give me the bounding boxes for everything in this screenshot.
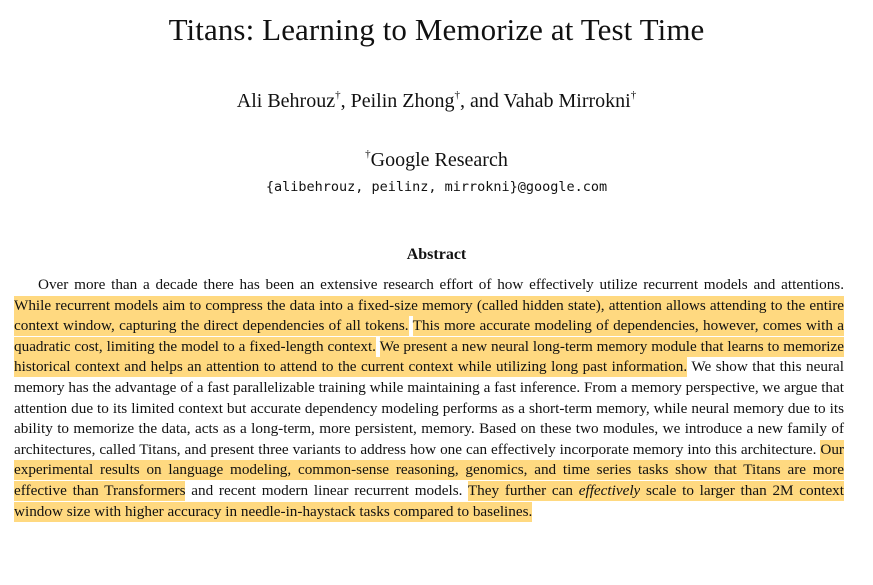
highlighted-segment: They further can [467,481,579,499]
author-name: Ali Behrouz [236,90,336,112]
abstract-body [14,275,844,522]
affiliation-mark: † [365,148,371,160]
author-name: Vahab Mirrokni [503,90,631,112]
affiliation-name: Google Research [370,149,508,171]
author-name: Peilin Zhong [350,90,455,112]
paper-title: Titans: Learning to Memorize at Test Time [168,12,705,47]
affiliation [0,147,873,173]
highlighted-segment: Our experimental results on language modeling, common-sense reasoning, genomics, and time series tasks show that Titans are more effective than Transformers [14,440,844,499]
abstract-segment: and recent modern linear recurrent models. [185,481,468,499]
affiliation-mark: † [630,89,637,101]
author-emails: {alibehrouz, peilinz, mirrokni}@google.com [265,179,608,195]
highlighted-segment: We present a new neural long-term memory module that learns to memorize historical context and helps an attention to attend to the current context while utilizing long past information. [14,337,844,376]
author-separator: , [340,90,351,112]
abstract-segment: Over more than a decade there has been an extensive research effort of how effectively utilize recurrent models and attentions. [38,276,844,293]
affiliation-mark: † [335,89,341,101]
highlighted-segment: scale to larger than 2M context window size with higher accuracy in needle-in-haystack tasks compared to baselines. [14,481,845,520]
highlighted-segment: While recurrent models aim to compress the data into a fixed-size memory (called hidden state), attention allows attending to the entire context window, capturing the direct dependencies of all tokens. [14,296,844,335]
author-list [0,88,873,114]
highlighted-segment: This more accurate modeling of dependencies, however, comes with a quadratic cost, limiting the model to a fixed-length context. [14,317,845,355]
abstract-heading: Abstract [406,246,467,263]
affiliation-mark: † [454,89,460,101]
author-separator: , and [459,90,504,112]
abstract-segment: We show that this neural memory has the advantage of a fast parallelizable training while maintaining a fast inference. From a memory perspective, we argue that attention due to its limited context but accurate dependency modeling performs as a short-term memory, while neural memory due to its ability to memorize the data, acts as a long-term, more persistent, memory. Based on these two modules, we introduce a new family of architectures, called Titans, and present three variants to address how one can effectively incorporate memory into this architecture. [14,358,844,458]
highlighted-emphasis: effectively [578,481,641,499]
